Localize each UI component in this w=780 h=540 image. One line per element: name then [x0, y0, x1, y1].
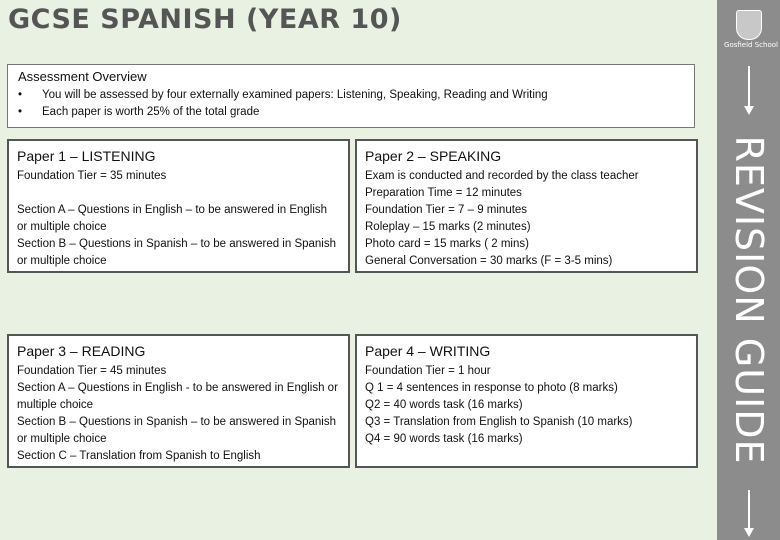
paper-line: Section A – Questions in English – to be answered in English or multiple choice	[17, 204, 328, 233]
paper-line: Q4 = 90 words task (16 marks)	[365, 433, 523, 445]
paper-line: Preparation Time = 12 minutes	[365, 187, 522, 199]
bullet-icon: •	[18, 106, 23, 118]
side-label: REVISION GUIDE	[727, 135, 771, 465]
paper-line: Foundation Tier = 35 minutes	[17, 170, 167, 182]
paper-heading: Paper 2 – SPEAKING	[365, 148, 502, 164]
paper-line: Foundation Tier = 45 minutes	[17, 365, 167, 377]
arrow-down-icon	[744, 528, 754, 537]
assessment-overview-box	[7, 64, 695, 128]
paper-line: Q3 = Translation from English to Spanish (10 marks)	[365, 416, 633, 428]
bullet-icon: •	[18, 89, 23, 101]
paper-1-listening-box	[7, 139, 350, 273]
paper-line: Section B – Questions in Spanish – to be answered in Spanish or multiple choice	[17, 238, 337, 267]
paper-3-reading-box	[7, 334, 350, 468]
paper-heading: Paper 1 – LISTENING	[17, 148, 156, 164]
school-crest-icon	[736, 10, 762, 40]
arrow-line-bottom	[748, 490, 750, 530]
arrow-line-top	[748, 66, 750, 108]
paper-line: Roleplay – 15 marks (2 minutes)	[365, 221, 531, 233]
overview-list	[18, 87, 684, 121]
list-item	[18, 87, 684, 104]
paper-line: Section C – Translation from Spanish to English	[17, 450, 261, 462]
paper-heading: Paper 3 – READING	[17, 343, 146, 359]
spacer	[17, 185, 340, 202]
paper-line: Section B – Questions in Spanish – to be answered in Spanish or multiple choice	[17, 416, 337, 445]
overview-heading: Assessment Overview	[18, 69, 147, 84]
overview-bullet-text: You will be assessed by four externally examined papers: Listening, Speaking, Reading and Writing	[42, 89, 548, 101]
paper-heading: Paper 4 – WRITING	[365, 343, 491, 359]
paper-line: Photo card = 15 marks ( 2 mins)	[365, 238, 529, 250]
page-title: GCSE SPANISH (YEAR 10)	[8, 4, 402, 35]
paper-line: Q2 = 40 words task (16 marks)	[365, 399, 523, 411]
paper-line: Q 1 = 4 sentences in response to photo (8 marks)	[365, 382, 618, 394]
paper-line: General Conversation = 30 marks (F = 3-5 mins)	[365, 255, 613, 267]
paper-line: Foundation Tier = 1 hour	[365, 365, 491, 377]
paper-line: Exam is conducted and recorded by the class teacher	[365, 170, 639, 182]
arrow-down-icon	[744, 106, 754, 115]
paper-line: Foundation Tier = 7 – 9 minutes	[365, 204, 528, 216]
paper-line: Section A – Questions in English - to be answered in English or multiple choice	[17, 382, 338, 411]
school-name: Gosfield School	[724, 41, 778, 49]
list-item	[18, 104, 684, 121]
paper-4-writing-box	[355, 334, 698, 468]
paper-2-speaking-box	[355, 139, 698, 273]
overview-bullet-text: Each paper is worth 25% of the total grade	[42, 106, 260, 118]
